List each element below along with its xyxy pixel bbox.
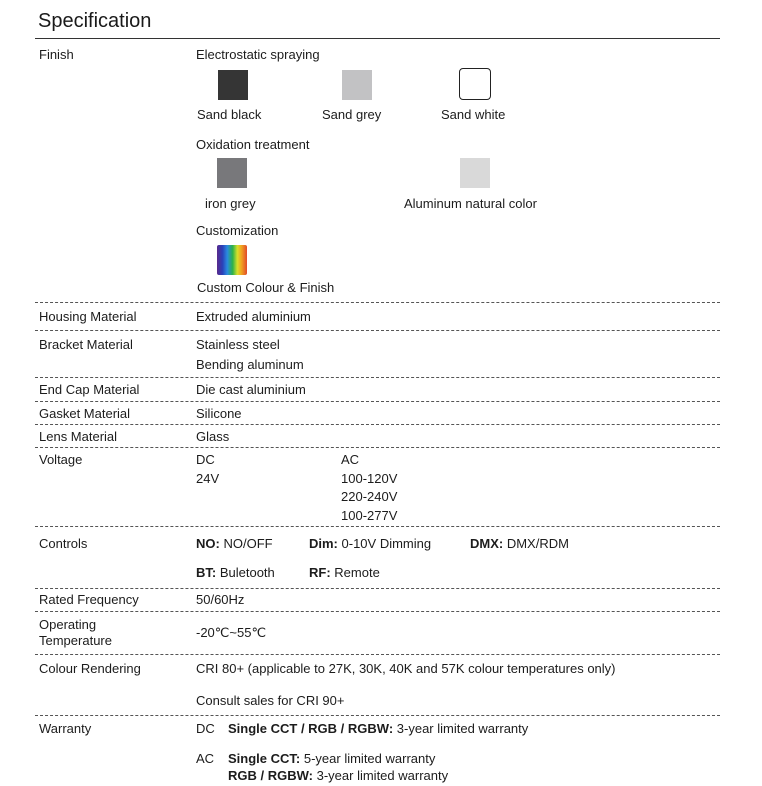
lens-label: Lens Material bbox=[39, 429, 118, 444]
row-divider bbox=[35, 302, 720, 303]
voltage-label: Voltage bbox=[39, 452, 83, 467]
aluminum-natural-swatch bbox=[460, 158, 490, 188]
finish-label: Finish bbox=[39, 47, 74, 62]
voltage-ac-value-2: 220-240V bbox=[341, 489, 398, 504]
row-divider bbox=[35, 377, 720, 378]
gasket-value: Silicone bbox=[196, 406, 242, 421]
sand-grey-label: Sand grey bbox=[322, 107, 382, 122]
rendering-note: Consult sales for CRI 90+ bbox=[196, 693, 345, 708]
rendering-label: Colour Rendering bbox=[39, 661, 141, 676]
page-title: Specification bbox=[38, 10, 152, 32]
customization-heading: Customization bbox=[196, 223, 279, 238]
rendering-value: CRI 80+ (applicable to 27K, 30K, 40K and 57K colour temperatures only) bbox=[196, 661, 616, 676]
row-divider bbox=[35, 611, 720, 612]
frequency-label: Rated Frequency bbox=[39, 592, 139, 607]
bracket-label: Bracket Material bbox=[39, 337, 133, 352]
custom-colour-swatch bbox=[217, 245, 247, 275]
voltage-ac-heading: AC bbox=[341, 452, 360, 467]
electrostatic-heading: Electrostatic spraying bbox=[196, 47, 320, 62]
temperature-label-line1: Operating bbox=[39, 617, 97, 632]
row-divider bbox=[35, 654, 720, 655]
housing-value: Extruded aluminium bbox=[196, 309, 311, 324]
housing-label: Housing Material bbox=[39, 309, 137, 324]
temperature-label-line2: Temperature bbox=[39, 633, 112, 648]
control-bt: BT: Buletooth bbox=[196, 565, 275, 580]
control-rf: RF: Remote bbox=[309, 565, 380, 580]
voltage-dc-heading: DC bbox=[196, 452, 215, 467]
row-divider bbox=[35, 447, 720, 448]
iron-grey-label: iron grey bbox=[205, 196, 256, 211]
oxidation-heading: Oxidation treatment bbox=[196, 137, 310, 152]
aluminum-natural-label: Aluminum natural color bbox=[404, 196, 537, 211]
sand-black-label: Sand black bbox=[197, 107, 262, 122]
warranty-ac-prefix: AC bbox=[196, 751, 215, 766]
temperature-value: -20℃~55℃ bbox=[196, 625, 267, 640]
row-divider bbox=[35, 424, 720, 425]
voltage-dc-value: 24V bbox=[196, 471, 220, 486]
warranty-ac-line-2: RGB / RGBW: 3-year limited warranty bbox=[228, 768, 449, 783]
endcap-label: End Cap Material bbox=[39, 382, 140, 397]
custom-colour-label: Custom Colour & Finish bbox=[197, 280, 335, 295]
row-divider bbox=[35, 715, 720, 716]
control-dim: Dim: 0-10V Dimming bbox=[309, 536, 432, 551]
voltage-ac-value-3: 100-277V bbox=[341, 508, 398, 523]
row-divider bbox=[35, 588, 720, 589]
control-dmx: DMX: DMX/RDM bbox=[470, 536, 569, 551]
controls-label: Controls bbox=[39, 536, 88, 551]
iron-grey-swatch bbox=[217, 158, 247, 188]
warranty-ac-line-1: Single CCT: 5-year limited warranty bbox=[228, 751, 436, 766]
warranty-dc-prefix: DC bbox=[196, 721, 215, 736]
frequency-value: 50/60Hz bbox=[196, 592, 245, 607]
sand-black-swatch bbox=[218, 70, 248, 100]
sand-grey-swatch bbox=[342, 70, 372, 100]
sand-white-swatch bbox=[459, 68, 491, 100]
bracket-value-1: Stainless steel bbox=[196, 337, 280, 352]
bracket-value-2: Bending aluminum bbox=[196, 357, 304, 372]
warranty-label: Warranty bbox=[39, 721, 92, 736]
row-divider bbox=[35, 526, 720, 527]
gasket-label: Gasket Material bbox=[39, 406, 131, 421]
row-divider bbox=[35, 330, 720, 331]
row-divider bbox=[35, 401, 720, 402]
lens-value: Glass bbox=[196, 429, 230, 444]
warranty-dc-line: Single CCT / RGB / RGBW: 3-year limited warranty bbox=[228, 721, 529, 736]
title-rule bbox=[35, 38, 720, 39]
sand-white-label: Sand white bbox=[441, 107, 506, 122]
control-no: NO: NO/OFF bbox=[196, 536, 273, 551]
voltage-ac-value-1: 100-120V bbox=[341, 471, 398, 486]
endcap-value: Die cast aluminium bbox=[196, 382, 306, 397]
